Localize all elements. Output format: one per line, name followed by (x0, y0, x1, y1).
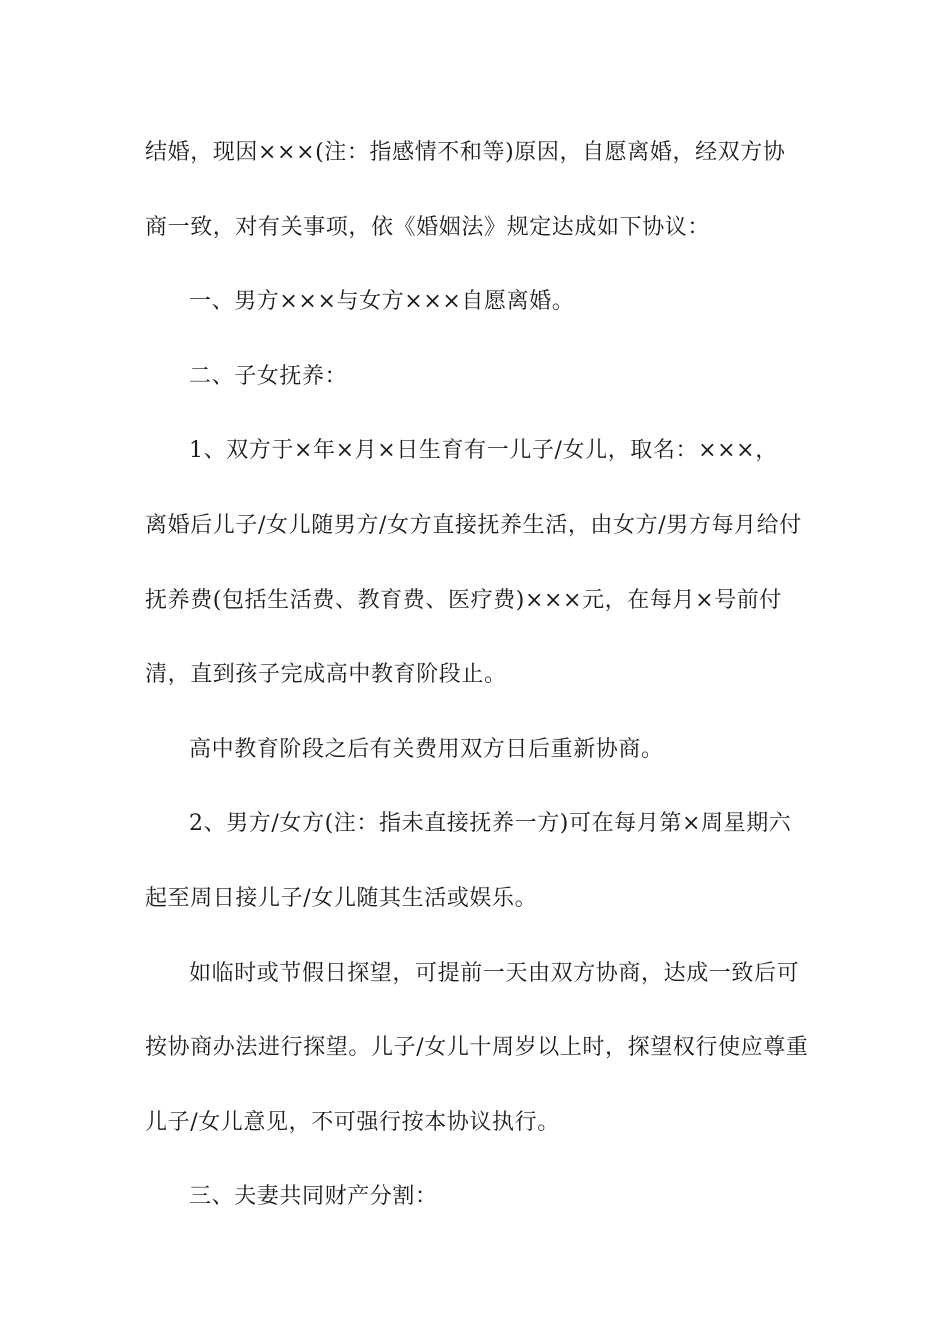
section-heading: 一、男方×××与女方×××自愿离婚。 (189, 289, 575, 315)
paragraph-line: 清，直到孩子完成高中教育阶段止。 (145, 662, 507, 688)
section-heading: 二、子女抚养： (189, 363, 348, 389)
paragraph-line: 按协商办法进行探望。儿子/女儿十周岁以上时，探望权行使应尊重 (145, 1035, 809, 1061)
paragraph-line: 2、男方/女方(注：指未直接抚养一方)可在每月第×周星期六 (189, 811, 792, 837)
section-heading: 三、夫妻共同财产分割： (189, 1184, 438, 1210)
paragraph-line: 抚养费(包括生活费、教育费、医疗费)×××元，在每月×号前付 (145, 587, 782, 613)
paragraph-line: 离婚后儿子/女儿随男方/女方直接抚养生活，由女方/男方每月给付 (145, 512, 802, 538)
paragraph-line: 商一致，对有关事项，依《婚姻法》规定达成如下协议： (145, 214, 711, 240)
document-body (145, 131, 817, 1250)
paragraph-line: 儿子/女儿意见，不可强行按本协议执行。 (145, 1109, 560, 1135)
paragraph-line: 如临时或节假日探望，可提前一天由双方协商，达成一致后可 (189, 960, 800, 986)
paragraph-line: 1、双方于×年×月×日生育有一儿子/女儿，取名：×××， (189, 438, 778, 464)
paragraph-line: 起至周日接儿子/女儿随其生活或娱乐。 (145, 885, 538, 911)
paragraph-line: 高中教育阶段之后有关费用双方日后重新协商。 (189, 736, 664, 762)
paragraph-line: 结婚，现因×××(注：指感情不和等)原因，自愿离婚，经双方协 (145, 140, 786, 165)
